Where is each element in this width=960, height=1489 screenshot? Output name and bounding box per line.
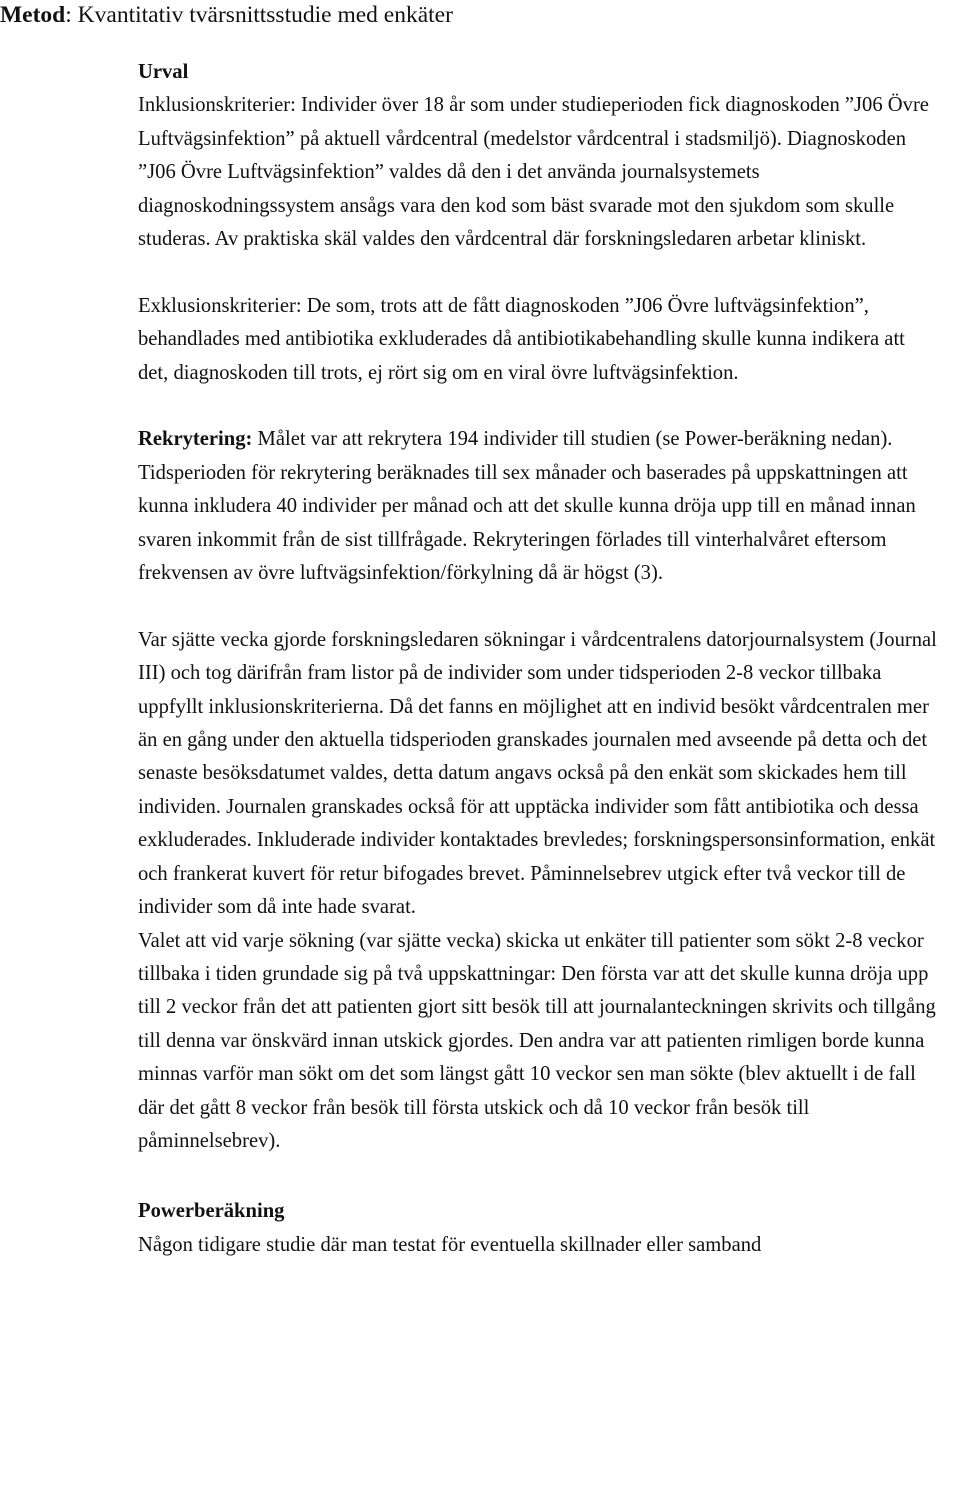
paragraph-sokning: Var sjätte vecka gjorde forskningsledaren sökningar i vårdcentralens datorjournalsystem (Journal III) och tog därifrån fram listor på de individer som under tidsperioden 2-8 veckor tillbaka uppfyllt inklusionskriterierna. Då det fanns en möjlighet att en individ besökt vårdcentralen mer än en gång under den aktuella tidsperioden granskades journalen med avseende på detta och det senaste besöksdatumet valdes, detta datum angavs också på den enkät som skickades hem till individen. Journalen granskades också för att upptäcka individer som fått antibiotika och dessa exkluderades. Inkluderade individer kontaktades brevledes; forskningspersonsinformation, enkät och frankerat kuvert för retur bifogades brevet. Påminnelsebrev utgick efter två veckor till de individer som då inte hade svarat. (138, 628, 937, 919)
term-inklusionskriterier: Inklusionskriterier (138, 94, 291, 117)
inklusion-text: : Individer över 18 år som under studieperioden fick diagnoskoden ”J06 Övre Luftvägsinfektion” på aktuell vårdcentral (medelstor vårdcentral i stadsmiljö). Diagnoskoden ”J06 Övre Luftvägsinfektion” valdes då den i det använda journalsystemets diagnoskodningssystem ansågs vara den kod som bäst svarade mot den sjukdom som skulle studeras. Av praktiska skäl valdes den vårdcentral där forskningsledaren arbetar kliniskt. (138, 94, 929, 251)
paragraph-powerberakning: Någon tidigare studie där man testat för eventuella skillnader eller samband (138, 1233, 762, 1256)
rekrytering-text: Målet var att rekrytera 194 individer till studien (se Power-beräkning nedan). Tidsperioden för rekrytering beräknades till sex månader och baserades på uppskattningen att kunna inkludera 40 individer per månad och att det skulle kunna dröja upp till en månad innan svaren inkommit från de sist tillfrågade. Rekryteringen förlades till vinterhalvåret eftersom frekvensen av övre luftvägsinfektion/förkylning då är högst (3). (138, 428, 916, 585)
page-title (0, 0, 453, 30)
paragraph-valet: Valet att vid varje sökning (var sjätte vecka) skicka ut enkäter till patienter som sökt 2-8 veckor tillbaka i tiden grundade sig på två uppskattningar: Den första var att det skulle kunna dröja upp till 2 veckor från det att patienten gjort sitt besök till att journalanteckningen skrivits och tillgång till denna var önskvärd innan utskick gjordes. Den andra var att patienten rimligen borde kunna minnas varför man sökt om det som längst gått 10 veckor sen man sökte (blev aktuellt i de fall där det gått 8 veckor från besök till första utskick och då 10 veckor från besök till påminnelsebrev). (138, 929, 936, 1152)
section-heading-urval: Urval (138, 61, 189, 83)
paragraph-gap (138, 1158, 938, 1195)
section-heading-powerberakning: Powerberäkning (138, 1200, 285, 1223)
paragraph-exklusionskriterier (138, 290, 938, 390)
page-title-bold: Metod (0, 2, 66, 28)
exklusion-text: : De som, trots att de fått diagnoskoden ”J06 Övre luftvägsinfektion”, behandlades med antibiotika exkluderades då antibiotikabehandling skulle kunna indikera att det, diagnoskoden till trots, ej rört sig om en viral övre luftvägsinfektion. (138, 294, 905, 384)
term-rekrytering: Rekrytering: (138, 428, 253, 451)
paragraph-rekrytering (138, 423, 938, 590)
document-body (138, 56, 938, 1262)
paragraph-gap (138, 590, 938, 623)
term-exklusionskriterier: Exklusionskriterier (138, 294, 296, 317)
paragraph-inklusionskriterier (138, 89, 938, 256)
paragraph-gap (138, 256, 938, 289)
paragraph-gap (138, 390, 938, 423)
page-title-rest: : Kvantitativ tvärsnittsstudie med enkäter (65, 2, 453, 28)
